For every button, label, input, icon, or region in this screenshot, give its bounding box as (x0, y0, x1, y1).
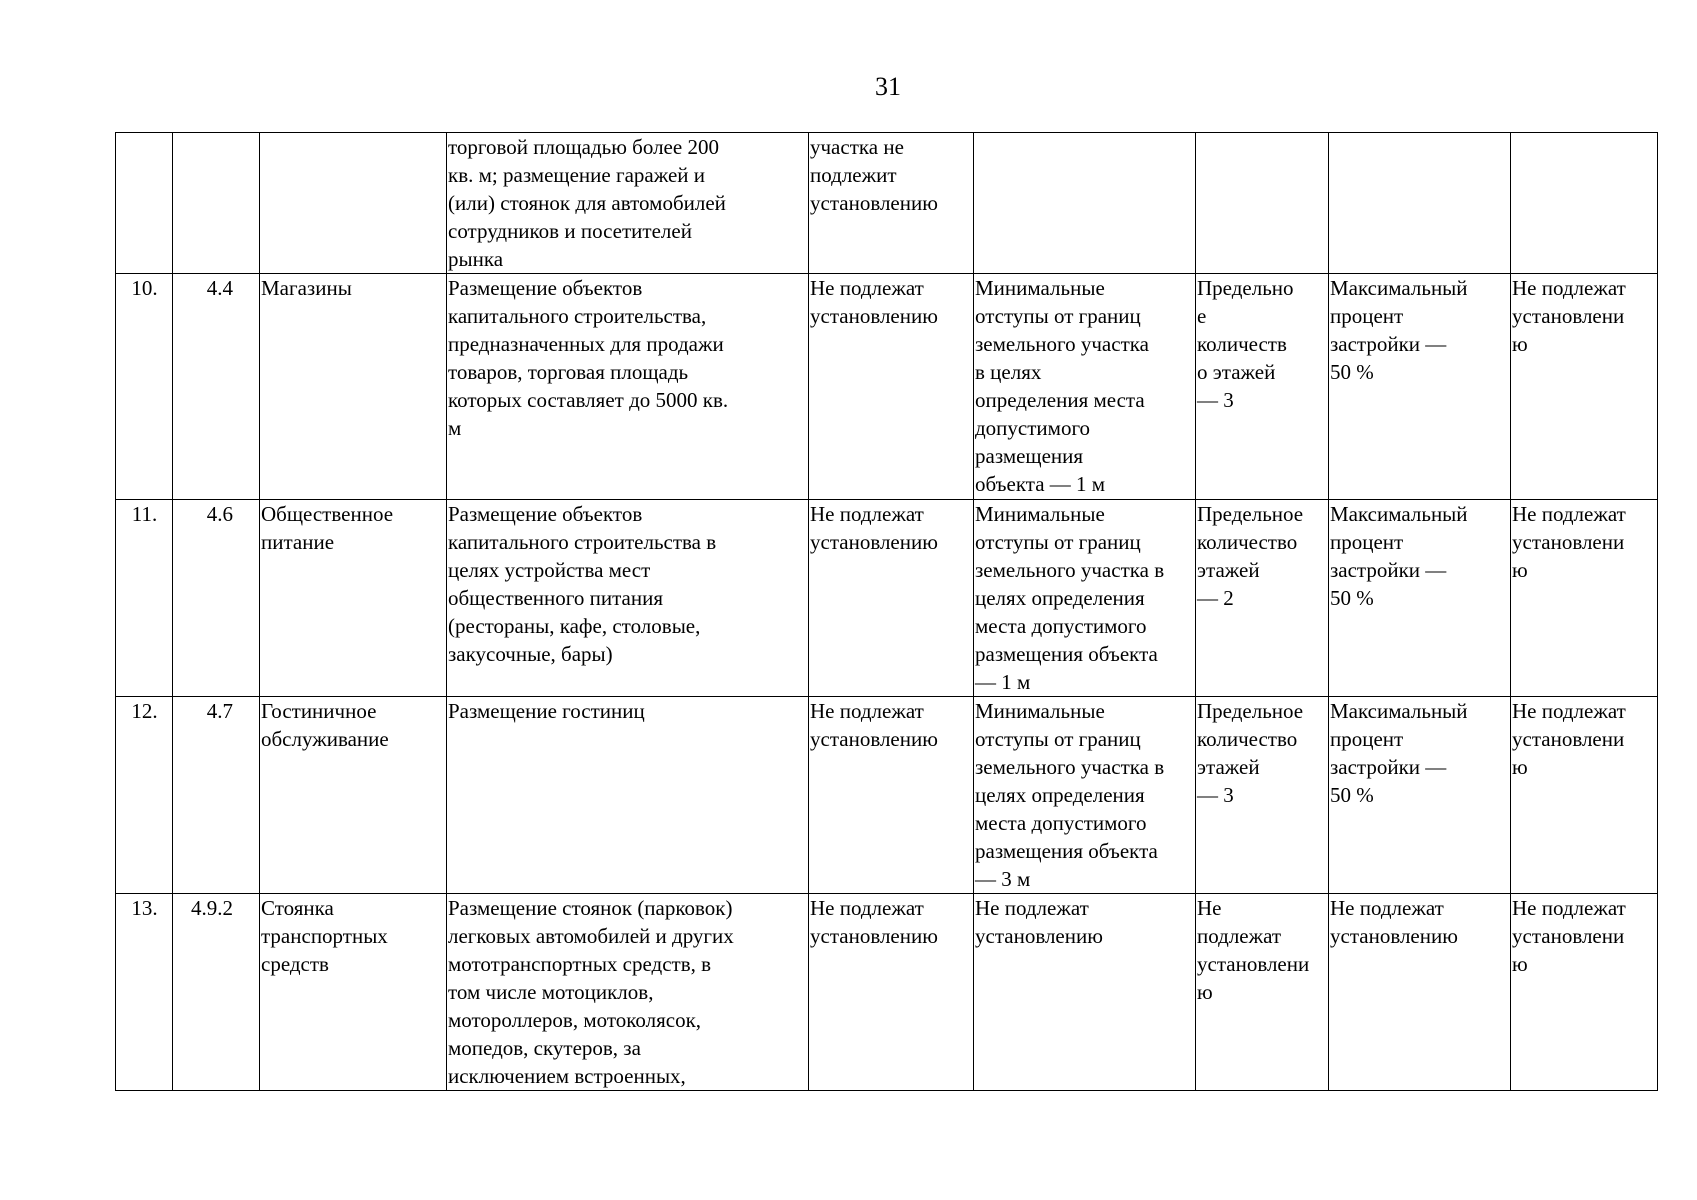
land-use-code: 4.9.2 (173, 894, 260, 1091)
plot-size-limits: Не подлежат установлению (809, 274, 974, 500)
land-use-name (260, 133, 447, 274)
table-row (116, 500, 1658, 697)
other-limits: Не подлежат установлени ю (1511, 894, 1658, 1091)
land-use-code: 4.4 (173, 274, 260, 500)
plot-size-limits: Не подлежат установлению (809, 697, 974, 894)
land-use-description: Размещение гостиниц (447, 697, 809, 894)
table-row (116, 894, 1658, 1091)
land-use-name: Гостиничное обслуживание (260, 697, 447, 894)
setback-limits: Минимальные отступы от границ земельного участка в целях определения места допустимого размещения объекта — 1 м (974, 274, 1196, 500)
setback-limits: Минимальные отступы от границ земельного участка в целях определения места допустимого размещения объекта — 3 м (974, 697, 1196, 894)
land-use-code: 4.7 (173, 697, 260, 894)
land-use-name: Общественное питание (260, 500, 447, 697)
other-limits: Не подлежат установлени ю (1511, 274, 1658, 500)
plot-size-limits: Не подлежат установлению (809, 894, 974, 1091)
land-use-description: Размещение объектов капитального строительства, предназначенных для продажи товаров, торговая площадь которых составляет до 5000 кв. м (447, 274, 809, 500)
other-limits: Не подлежат установлени ю (1511, 697, 1658, 894)
floor-limits: Предельно е количеств о этажей — 3 (1196, 274, 1329, 500)
land-use-description: Размещение стоянок (парковок) легковых автомобилей и других мототранспортных средств, в том числе мотоциклов, мотороллеров, мотоколясок, мопедов, скутеров, за исключением встроенных, (447, 894, 809, 1091)
floor-limits (1196, 133, 1329, 274)
floor-limits: Предельное количество этажей — 3 (1196, 697, 1329, 894)
row-number (116, 133, 173, 274)
coverage-limits (1329, 133, 1511, 274)
other-limits (1511, 133, 1658, 274)
plot-size-limits: Не подлежат установлению (809, 500, 974, 697)
setback-limits (974, 133, 1196, 274)
coverage-limits: Не подлежат установлению (1329, 894, 1511, 1091)
floor-limits: Предельное количество этажей — 2 (1196, 500, 1329, 697)
floor-limits: Не подлежат установлени ю (1196, 894, 1329, 1091)
plot-size-limits: участка не подлежит установлению (809, 133, 974, 274)
other-limits: Не подлежат установлени ю (1511, 500, 1658, 697)
row-number: 11. (116, 500, 173, 697)
setback-limits: Не подлежат установлению (974, 894, 1196, 1091)
coverage-limits: Максимальный процент застройки — 50 % (1329, 500, 1511, 697)
table-row (116, 697, 1658, 894)
row-number: 13. (116, 894, 173, 1091)
row-number: 12. (116, 697, 173, 894)
land-use-description: торговой площадью более 200 кв. м; размещение гаражей и (или) стоянок для автомобилей сотрудников и посетителей рынка (447, 133, 809, 274)
zoning-regulations-table (115, 132, 1658, 1091)
row-number: 10. (116, 274, 173, 500)
coverage-limits: Максимальный процент застройки — 50 % (1329, 274, 1511, 500)
page-number: 31 (875, 72, 901, 101)
land-use-name: Стоянка транспортных средств (260, 894, 447, 1091)
setback-limits: Минимальные отступы от границ земельного участка в целях определения места допустимого размещения объекта — 1 м (974, 500, 1196, 697)
coverage-limits: Максимальный процент застройки — 50 % (1329, 697, 1511, 894)
land-use-code (173, 133, 260, 274)
land-use-name: Магазины (260, 274, 447, 500)
land-use-description: Размещение объектов капитального строительства в целях устройства мест общественного питания (рестораны, кафе, столовые, закусочные, бары) (447, 500, 809, 697)
table-row (116, 133, 1658, 274)
table-row (116, 274, 1658, 500)
land-use-code: 4.6 (173, 500, 260, 697)
